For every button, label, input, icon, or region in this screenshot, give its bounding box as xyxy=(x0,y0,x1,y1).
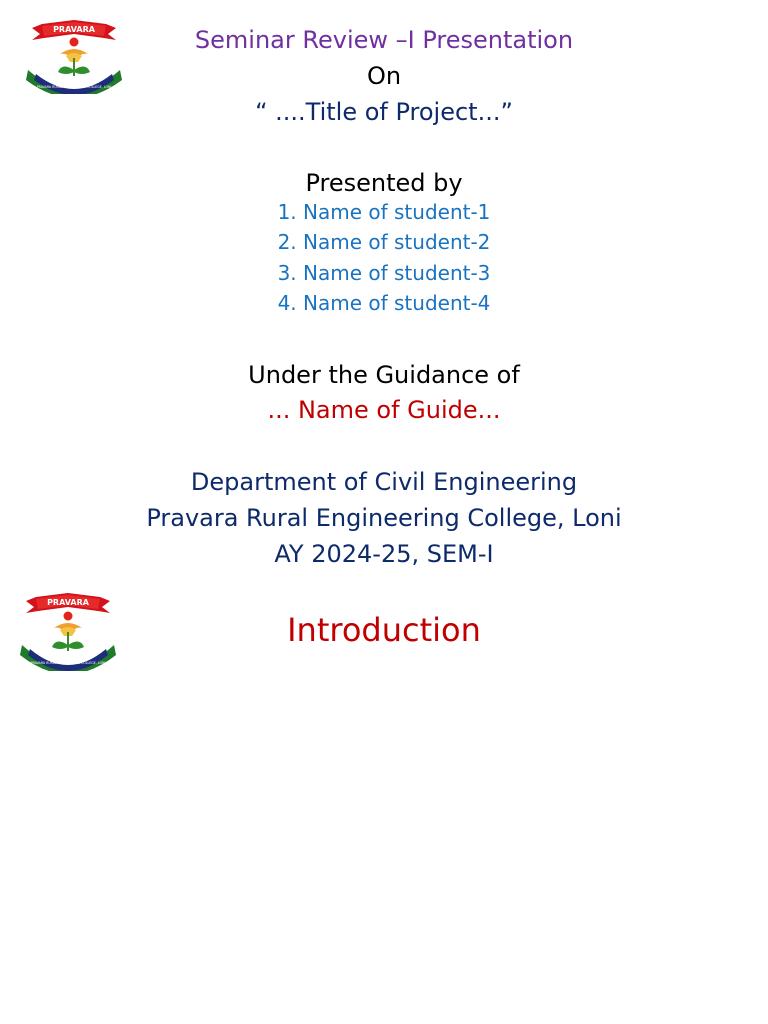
student-list xyxy=(0,202,768,323)
svg-text:PRAVARA: PRAVARA xyxy=(53,25,95,34)
college-name: Pravara Rural Engineering College, Loni xyxy=(146,504,622,532)
seminar-header: Seminar Review –I Presentation xyxy=(194,26,574,54)
svg-text:PRAVARA: PRAVARA xyxy=(47,598,89,607)
introduction-slide xyxy=(0,585,768,1024)
slide-title: Introduction xyxy=(287,611,481,649)
svg-text:PRAVARA RURAL ENGINEERING COLL: PRAVARA RURAL ENGINEERING COLLEGE, LONI xyxy=(36,85,112,89)
department-name: Department of Civil Engineering xyxy=(190,468,578,496)
guide-name: ... Name of Guide... xyxy=(267,396,501,424)
list-item: 2. Name of student-2 xyxy=(277,230,491,255)
svg-text:PRAVARA RURAL ENGINEERING COLL: PRAVARA RURAL ENGINEERING COLLEGE, LONI xyxy=(30,661,106,665)
guidance-label: Under the Guidance of xyxy=(248,361,520,389)
list-item: 3. Name of student-3 xyxy=(277,260,491,285)
presented-by-label: Presented by xyxy=(305,169,463,197)
list-item: 1. Name of student-1 xyxy=(277,200,491,224)
list-item: 4. Name of student-4 xyxy=(277,290,491,315)
academic-year: AY 2024-25, SEM-I xyxy=(274,540,494,568)
project-title: “ ....Title of Project...” xyxy=(255,98,513,126)
on-label: On xyxy=(366,62,402,90)
